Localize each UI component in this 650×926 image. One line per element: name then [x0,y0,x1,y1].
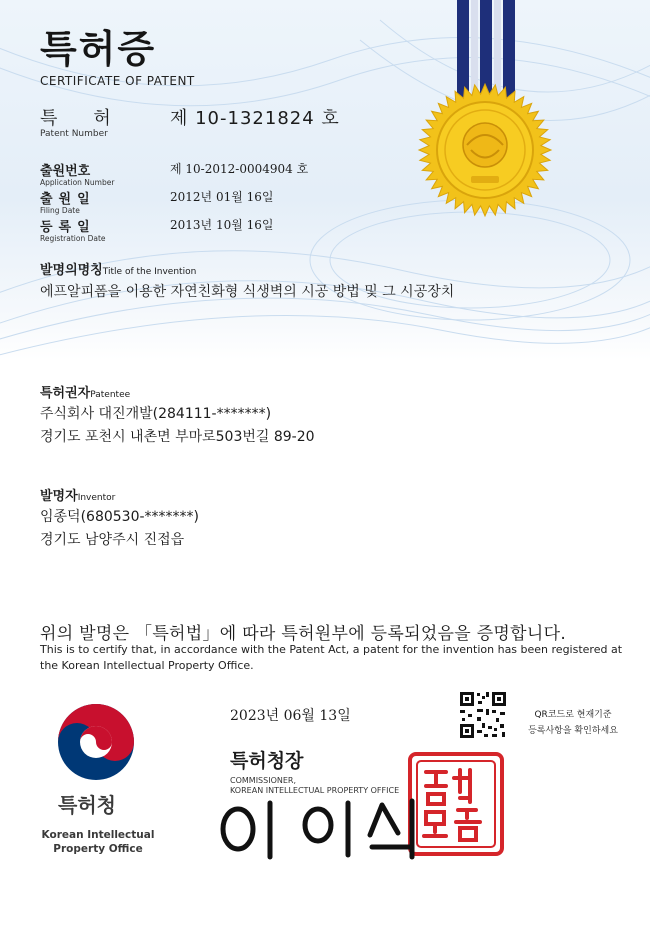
inventor-label-en: Inventor [77,493,116,503]
patent-number-value: 제 10-1321824 호 [170,108,340,129]
patentee-label-en: Patentee [90,390,131,400]
invention-title: 에프알피폼을 이용한 자연친화형 식생벽의 시공 방법 및 그 시공장치 [40,284,455,300]
commissioner-title-en-line1: COMMISSIONER, [230,776,296,785]
qr-code-icon[interactable] [458,690,508,740]
kipo-name-en-line1: Korean Intellectual [41,829,155,841]
registration-date-label-en: Registration Date [40,234,106,243]
commissioner-title-en-line2: KOREAN INTELLECTUAL PROPERTY OFFICE [230,786,400,795]
qr-instruction-line2: 등록사항을 확인하세요 [528,726,618,736]
patent-number-label: 특허 [40,108,147,129]
commissioner-signature [200,795,430,865]
filing-date-label: 출원일 [40,192,96,207]
patent-number-label-en: Patent Number [40,129,108,139]
certification-statement: 위의 발명은 「특허법」에 따라 특허원부에 등록되었음을 증명합니다. [40,624,567,644]
qr-instruction [518,707,628,739]
inventor-label [40,485,115,504]
filing-date-label-en: Filing Date [40,206,80,215]
invention-label [40,259,196,278]
invention-label-ko: 발명의명칭 [40,263,103,278]
inventor-name: 임종덕(680530-*******) [40,509,199,525]
patentee-address: 경기도 포천시 내촌면 부마로503번길 89-20 [40,429,315,445]
inventor-address: 경기도 남양주시 진접읍 [40,532,185,548]
certificate-title: 특허증 [40,27,157,71]
qr-instruction-line1: QR코드로 현재기준 [534,710,612,720]
invention-label-en: Title of the Invention [102,267,197,277]
inventor-label-ko: 발명자 [40,489,78,504]
kipo-name-en [38,828,158,856]
application-number-label-en: Application Number [40,178,115,187]
issue-date: 2023년 06월 13일 [230,708,351,724]
registration-date-label: 등록일 [40,220,96,235]
patentee-name: 주식회사 대진개발(284111-*******) [40,406,272,422]
certificate-title-en: CERTIFICATE OF PATENT [40,74,195,88]
application-number-label: 출원번호 [40,164,91,179]
gold-seal [405,0,565,225]
patentee-label [40,382,130,401]
filing-date-value: 2012년 01월 16일 [170,190,274,204]
commissioner-title-en [230,776,399,796]
kipo-name: 특허청 [58,793,116,817]
registration-date-value: 2013년 10월 16일 [170,218,274,232]
kipo-logo-icon [54,700,138,784]
commissioner-title: 특허청장 [230,750,304,772]
certification-statement-en: This is to certify that, in accordance with the Patent Act, a patent for the invention has been registered at the Korean Intellectual Property Office. [40,643,623,672]
kipo-name-en-line2: Property Office [53,843,143,855]
application-number-value: 제 10-2012-0004904 호 [170,162,309,176]
patentee-label-ko: 특허권자 [40,386,91,401]
